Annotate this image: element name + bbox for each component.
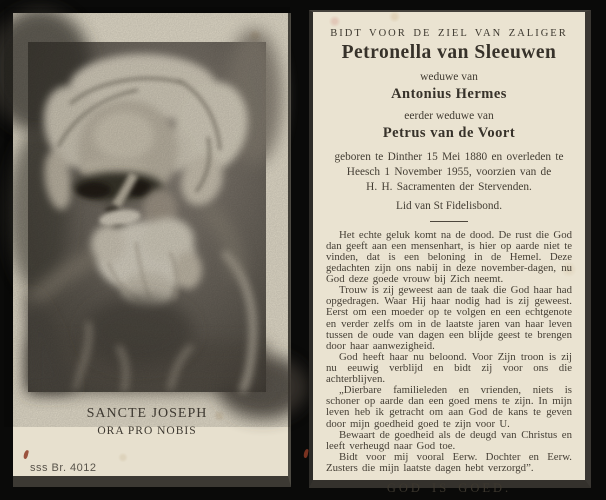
memorial-paragraph-6: Bidt voor mij vooral Eerw. Dochter en Eerw. Zusters die mijn laatste dagen hebt verzorgd”. <box>326 450 572 475</box>
vital-dates-line-2: Heesch 1 November 1955, voorzien van de <box>346 165 552 178</box>
memorial-paragraph-3: God heeft haar nu beloond. Voor Zijn troon is zij nu eeuwig verblijd en bidt zij voor ons die achterblijven. <box>326 350 572 386</box>
ink-mark-back <box>303 449 309 459</box>
memorial-paragraph-4: „Dierbare familieleden en vrienden, niets is schoner op aarde dan een goed mens te zijn. In mijn leven heb ik getracht om aan God de kans te geven door mijn goedheid goed te zijn voor U. <box>326 384 572 430</box>
membership-line: Lid van St Fidelisbond. <box>395 199 503 212</box>
portrait-caption: SANCTE JOSEPH <box>86 406 208 421</box>
section-divider <box>430 221 468 222</box>
memorial-paragraph-1: Het echte geluk komt na de dood. De rust die God dan geeft aan een mensenhart, is hier op aarde niet te vinden, dat is een beloning in de Hemel. Deze gedachten zijn ons nabij in deze november-dagen, nu God deze goede vrouw bij Zich neemt. <box>326 228 572 286</box>
memorial-paragraph-5: Bewaart de goedheid als de deugd van Christus en leeft verheugd naar God toe. <box>326 428 572 452</box>
portrait-invocation: ORA PRO NOBIS <box>97 425 197 437</box>
prayer-card-front <box>13 13 291 487</box>
closing-motto: GOD IS GOED. <box>386 481 512 496</box>
memorial-paragraph-2: Trouw is zij geweest aan de taak die God haar had opgedragen. Waar Hij haar nodig had is zij geweest. Eerst om een moeder op te volgen en een echtgenote en verder zelfs om in de laatste jaren van haar leven tussen de oude van dagen een blijde geest te brengen door haar aanwezigheid. <box>326 284 572 352</box>
spouse-name-1: Antonius Hermes <box>391 86 507 102</box>
vital-dates-line-1: geboren te Dinther 15 Mei 1880 en overleden te <box>334 151 564 163</box>
ink-mark-front <box>23 450 29 460</box>
memorial-text <box>326 230 572 474</box>
saint-joseph-portrait-image <box>28 42 266 392</box>
spouse-name-2: Petrus van de Voort <box>382 125 516 141</box>
printer-imprint: sss Br. 4012 <box>30 462 97 474</box>
vital-dates-line-3: H. H. Sacramenten der Stervenden. <box>366 180 532 193</box>
vital-dates <box>326 150 572 195</box>
saint-joseph-portrait <box>28 42 266 392</box>
prayer-header: BIDT VOOR DE ZIEL VAN ZALIGER <box>330 28 568 39</box>
prayer-card-back <box>309 10 591 496</box>
portrait-caption-block <box>28 406 266 437</box>
deceased-name: Petronella van Sleeuwen <box>341 42 557 63</box>
relation-earlier-widow-of: eerder weduwe van <box>404 110 494 122</box>
relation-widow-of: weduwe van <box>420 71 478 83</box>
prayer-card-text-block <box>313 12 585 496</box>
